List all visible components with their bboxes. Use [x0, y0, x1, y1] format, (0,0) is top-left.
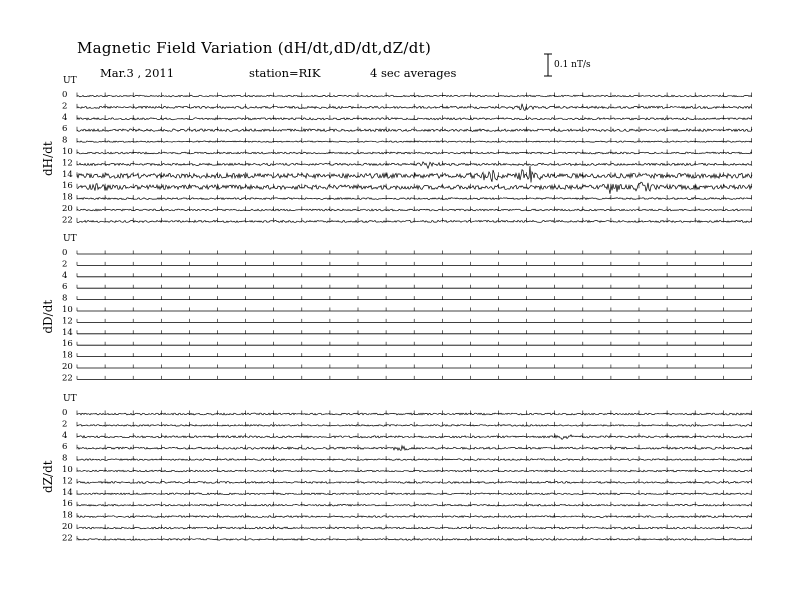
row-label: 18 — [62, 350, 73, 361]
row-label: 20 — [62, 204, 73, 214]
row-label: 12 — [62, 476, 73, 487]
row-label: 8 — [62, 293, 68, 304]
averaging-label: 4 sec averages — [370, 66, 457, 80]
chart-title: Magnetic Field Variation (dH/dt,dD/dt,dZ/dt) — [77, 39, 432, 57]
row-label: 14 — [62, 487, 73, 498]
row-label: 4 — [62, 270, 68, 281]
row-label: 14 — [62, 169, 73, 180]
row-label: 16 — [62, 499, 73, 510]
row-label: 20 — [62, 362, 73, 372]
row-label: 6 — [62, 282, 68, 293]
row-label: 2 — [62, 101, 68, 112]
row-label: 4 — [62, 112, 68, 123]
panel-dddt — [41, 234, 752, 383]
ut-label: UT — [63, 76, 77, 86]
ut-label: UT — [63, 394, 77, 404]
y-axis-label: dH/dt — [41, 141, 55, 177]
row-label: 14 — [62, 327, 73, 338]
row-label: 4 — [62, 430, 68, 441]
row-label: 10 — [62, 465, 73, 475]
row-label: 22 — [62, 373, 73, 384]
row-label: 0 — [62, 408, 68, 418]
row-label: 18 — [62, 510, 73, 521]
date-label: Mar.3 , 2011 — [100, 66, 175, 80]
row-label: 10 — [62, 305, 73, 315]
row-label: 16 — [62, 181, 73, 192]
row-label: 2 — [62, 419, 68, 430]
ut-label: UT — [63, 234, 77, 244]
row-label: 12 — [62, 158, 73, 169]
row-label: 0 — [62, 90, 68, 100]
station-label: station=RIK — [249, 66, 321, 80]
row-label: 8 — [62, 135, 68, 146]
row-label: 12 — [62, 316, 73, 327]
row-label: 10 — [62, 147, 73, 157]
y-axis-label: dZ/dt — [41, 460, 55, 493]
row-label: 20 — [62, 522, 73, 532]
row-label: 6 — [62, 442, 68, 453]
scale-label: 0.1 nT/s — [554, 60, 591, 70]
row-label: 18 — [62, 192, 73, 203]
panel-dzdt — [41, 394, 752, 543]
row-label: 22 — [62, 215, 73, 226]
row-label: 6 — [62, 124, 68, 135]
row-label: 8 — [62, 453, 68, 464]
row-label: 22 — [62, 533, 73, 544]
row-label: 2 — [62, 259, 68, 270]
row-label: 16 — [62, 339, 73, 350]
row-label: 0 — [62, 248, 68, 258]
panel-dhdt — [41, 76, 752, 225]
y-axis-label: dD/dt — [41, 299, 55, 334]
